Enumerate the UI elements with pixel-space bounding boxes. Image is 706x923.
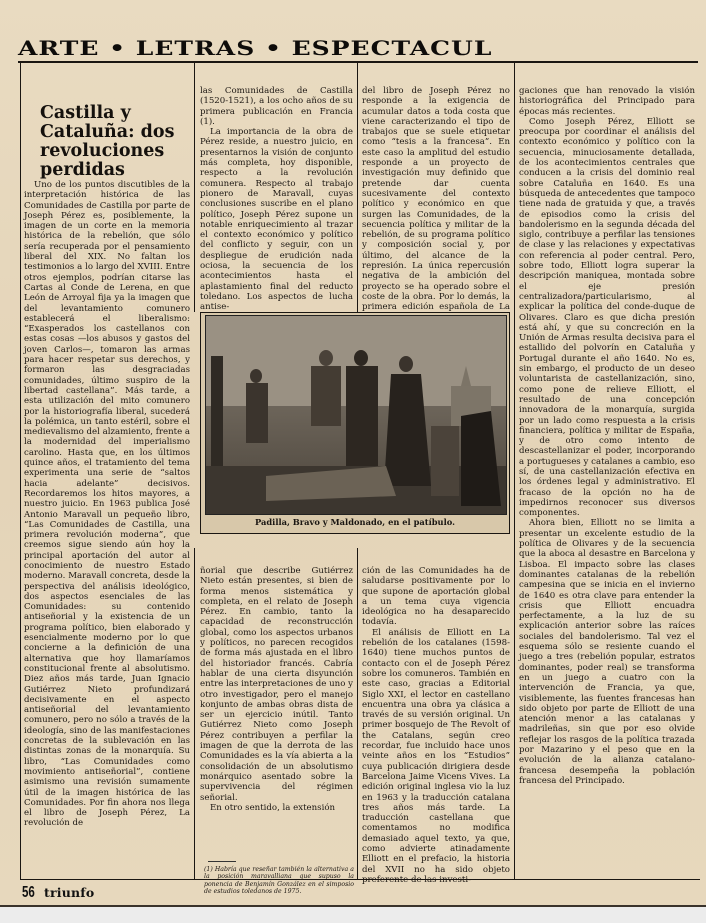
column-rule — [357, 548, 358, 880]
frame-rule-bottom — [20, 879, 700, 880]
column-rule — [357, 62, 358, 312]
scan-edge — [0, 905, 706, 923]
engraving-scene — [206, 316, 506, 514]
article-column-2-bottom — [200, 566, 353, 834]
figure-head — [250, 369, 262, 383]
footnote-rule — [208, 861, 236, 862]
article-headline: Castilla y Cataluña: dos revoluciones perdidas — [40, 102, 175, 180]
nobleman-figure — [346, 366, 378, 466]
paragraph: Uno de los puntos discutibles de la interpretación histórica de las Comunidades de Castilla por parte de Joseph Pérez es, posiblemente, la imagen de un corte en la memoria histórica de la rebelión, que sólo sería recuperada por el pensamiento liberal del XIX. No faltan los testimonios a lo largo del XVIII. Entre otros ejemplos, podrían citarse las Cartas al Conde de Lerena, en que León de Arroyal fija ya la imagen que del levantamiento comunero establecerá el liberalismo: “Exasperados los castellanos con estas cosas —los abusos y gastos del joven Carlos—, tomaron las armas para hacer respetar sus derechos, y formaron las desgraciadas comunidades, último suspiro de la libertad castellana”. Más tarde, a esta utilización del mito comunero por la historiografía liberal, sucederá la polémica, un tanto estéril, sobre el medievalismo del alzamiento, frente a la modernidad del imperialismo carolino. Hasta que, en los últimos quince años, el tratamiento del tema experimenta una serie de “saltos hacia adelante” decisivos. Recordaremos los hitos mayores, a nuestro juicio. En 1963 publica José Antonio Maravall un pequeño libro, “Las Comunidades de Castilla, una primera revolución moderna”, que creemos sigue siendo aún hoy la principal aportación del autor al conocimiento de nuestro Estado moderno. Maravall concreta, desde la perspectiva del análisis ideológico, dos aspectos esenciales de las Comunidades: su contenido antiseñorial y la existencia de un programa político, bien elaborado y esencialmente moderno por lo que concierne a la definición de una alternativa que hoy llamaríamos constitucional frente al absolutismo. Diez años más tarde, Juan Ignacio Gutiérrez Nieto profundizará decisivamente en el aspecto antiseñorial del levantamiento comunero, pero no sólo a través de la ideología, sino de las manifestaciones concretas de la sublevación en las distintas zonas de la monarquía. Su libro, “Las Comunidades como movimiento antiseñorial”, contiene asimismo una revisión sumamente útil de la imagen histórica de las Comunidades. Por fin ahora nos llega el libro de Joseph Pérez, La revolución de — [24, 180, 191, 829]
paragraph: La importancia de la obra de Pérez reside, a nuestro juicio, en presentarnos la visión de conjunto más completa, hoy disponible, respecto a la revolución comunera. Respecto al trabajo pionero de Maravall, cuyas conclusiones suscribe en el plano político, Joseph Pérez supone un notable enriquecimiento al trazar el contexto económico y político del conflicto y seguir, con un despliegue de erudición nada ociosa, la secuencia de los acontecimientos hasta el aplastamiento final del reducto toledano. Los aspectos de lucha antise- — [200, 127, 353, 313]
article-column-2-top — [200, 86, 353, 313]
paragraph: del libro de Joseph Pérez no responde a la exigencia de acumular datos a toda costa que viene caracterizando el tipo de trabajos que se suele etiquetar como “tesis a la francesa”. En este caso la amplitud del estudio responde a un proyecto de investigación muy definido que pretende dar cuenta sucesivamente del contexto político y económico en que surgen las Comunidades, de la secuencia política y militar de la rebelión, de su programa político y composición social y, por último, del alcance de la represión. La única repercusión negativa de la ambición del proyecto se ha operado sobre el coste de la obra. Por lo demás, la primera edición española de La — [362, 86, 510, 313]
footnote: (1) Habría que reseñar también la alternativa a la posición maravalliana que supuso la ponencia de Benjamín González en el simposio de estudios toledanos de 1975. — [204, 866, 354, 896]
article-column-3-top — [362, 86, 510, 313]
paragraph: El análisis de Elliott en La rebelión de los catalanes (1598-1640) tiene muchos puntos de contacto con el de Joseph Pérez sobre los comuneros. También en este caso, gracias a Editorial Siglo XXI, el lector en castellano encuentra una obra ya clásica a través de su versión original. Un primer bosquejo de The Revolt of the Catalans, según creo recordar, fue incluido hace unos veinte años en los “Estudios” cuya publicación dirigiera desde Barcelona Jaime Vicens Vives. La edición original inglesa vio la luz en 1963 y la traducción catalana tres años más tarde. La traducción castellana que comentamos no modifica demasiado aquel texto, ya que, como advierte atinadamente Elliott en el prefacio, la historia del XVII no ha sido objeto preferente de las investi- — [362, 627, 510, 885]
figure-head — [319, 350, 333, 366]
figure-caption: Padilla, Bravo y Maldonado, en el patíbulo. — [254, 517, 456, 527]
paragraph: gaciones que han renovado la visión historiográfica del Principado para épocas más recientes. — [519, 86, 695, 117]
paragraph: Ahora bien, Elliott no se limita a presentar un excelente estudio de la política de Olivares y de la secuencia que la aboca al desastre en Barcelona y Lisboa. El impacto sobre las clases dominantes catalanas de la rebelión campesina que se inicia en el invierno de 1640 es otra clave para entender la crisis que Elliott encuadra perfectamente, a la luz de su explicación anterior sobre las raíces sociales del bandolerismo. Tal vez el esquema sólo se resiente cuando el juego a tres (rebelión popular, estratos dominantes, poder real) se transforma en un juego a cuatro con la intervención de Francia, ya que, visiblemente, las fuentes francesas han sido objeto por parte de Elliott de una atención menor a las catalanas y madrileñas, sin que por eso olvide reflejar los rasgos de la política trazada por Mazarino y el peso que en la evolución de la alianza catalano-francesa desempeña la población francesa del Principado. — [519, 518, 695, 786]
prisoner-figure — [311, 366, 341, 426]
article-figure — [200, 312, 510, 534]
article-column-3-bottom — [362, 566, 510, 885]
paragraph: las Comunidades de Castilla (1520-1521), a los ocho años de su primera publicación en Francia (1). — [200, 86, 353, 127]
paragraph: ción de las Comunidades ha de saludarse positivamente por lo que supone de aportación global a un tema cuya vigencia ideológica no ha desaparecido todavía. — [362, 566, 510, 628]
frame-rule-left — [20, 62, 21, 880]
section-banner: ARTE • LETRAS • ESPECTACUL — [18, 36, 493, 60]
page-footer — [22, 884, 94, 900]
paragraph: En otro sentido, la extensión — [210, 802, 336, 813]
engraving-illustration — [205, 315, 507, 515]
column-rule — [194, 548, 195, 880]
executioner-figure — [246, 383, 268, 443]
crucifix-post — [211, 356, 223, 466]
paragraph: ñorial que describe Gutiérrez Nieto están presentes, si bien de forma menos sistemática y completa, en el relato de Joseph Pérez. En cambio, tanto la capacidad de reconstrucción global, como los aspectos urbanos y políticos, no parecen recogidos de forma más ajustada en el libro del historiador francés. Cabría hablar de una cierta disyunción entre las interpretaciones de uno y otro investigador, pero el manejo konjunto de ambas obras dista de ser un ejercicio inútil. Tanto Gutiérrez Nieto como Joseph Pérez contribuyen a perfilar la imagen de que la derrota de las Comunidades es la vía abierta a la consolidación de un absolutismo monárquico asentado sobre la supervivencia del régimen señorial. — [200, 566, 353, 803]
paragraph: Como Joseph Pérez, Elliott se preocupa por coordinar el análisis del contexto económico y político con la secuencia, minuciosamente detallada, de los acontecimientos centrales que conducen a la crisis del dominio real sobre Cataluña en 1640. Es una búsqueda de antecedentes que tampoco tiene nada de gratuida y que, a través de episodios como la crisis del bandolerismo en la segunda década del siglo, contribuye a perfilar las tensiones de clase y las relaciones y expectativas con referencia al poder central. Pero, sobre todo, Elliott logra superar la descripción maniquea, montada sobre el eje presión centralizadora/particularismo, al explicar la política del conde-duque de Olivares. Claro es que dicha presión está ahí, y que su concreción en la Unión de Armas resulta decisiva para el estallido del polvorín en Cataluña y Portugal durante el año 1640. No es, sin embargo, el producto de un deseo voluntarista de castellanización, sino, como pone de relieve Elliott, el resultado de una concepción innovadora de la monarquía, surgida por un lado como respuesta a la crisis financiera, política y militar de España, y de otro como intento de descastellanizar el poder, incorporando a portugueses y catalanes a cambio, eso sí, de una castellanización efectiva en los órdenes legal y administrativo. El fracaso de la opción no ha de impedirnos reconocer sus diversos componentes. — [519, 116, 695, 519]
column-rule — [514, 62, 515, 880]
column-rule — [194, 62, 195, 312]
monk-figure — [461, 411, 501, 506]
kneeling-figure — [431, 426, 459, 496]
figure-head — [399, 356, 413, 372]
banner-rule — [18, 61, 698, 63]
magazine-logo: triunfo — [44, 885, 95, 900]
figure-head — [354, 350, 368, 366]
page-number: 56 — [22, 884, 35, 901]
article-column-4 — [519, 86, 695, 866]
article-column-1 — [24, 180, 190, 870]
